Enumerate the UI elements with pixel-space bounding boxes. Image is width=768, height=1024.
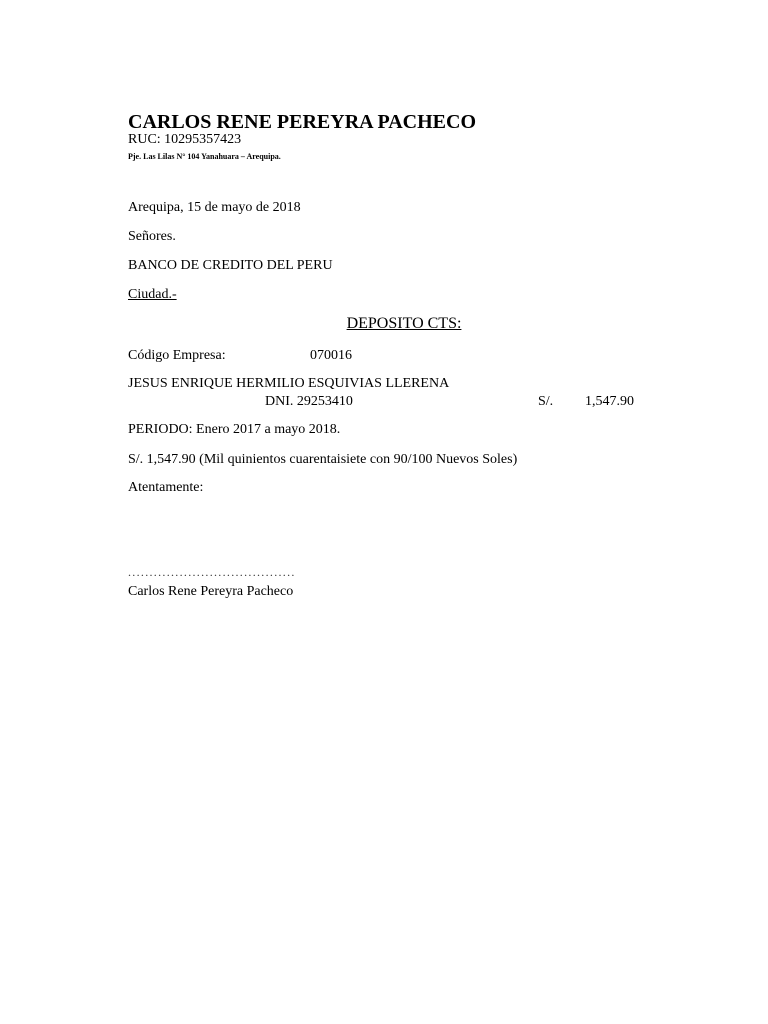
closing: Atentamente:	[128, 480, 204, 495]
amount-in-words: S/. 1,547.90 (Mil quinientos cuarentaisiete con 90/100 Nuevos Soles)	[128, 452, 518, 467]
recipient-city: Ciudad.-	[128, 287, 177, 302]
letterhead-ruc: RUC: 10295357423	[128, 132, 242, 147]
signature-line: .......................................	[128, 565, 296, 579]
period: PERIODO: Enero 2017 a mayo 2018.	[128, 422, 341, 437]
letterhead-name: CARLOS RENE PEREYRA PACHECO	[128, 111, 476, 133]
recipient-bank: BANCO DE CREDITO DEL PERU	[128, 258, 333, 273]
letter-subject: DEPOSITO CTS:	[346, 315, 462, 332]
amount-currency: S/.	[538, 394, 554, 409]
company-code-value: 070016	[310, 348, 352, 363]
employee-dni: DNI. 29253410	[265, 394, 353, 409]
salutation: Señores.	[128, 229, 176, 244]
amount-value: 1,547.90	[585, 394, 634, 409]
signatory-name: Carlos Rene Pereyra Pacheco	[128, 584, 294, 599]
company-code-label: Código Empresa:	[128, 348, 226, 363]
letterhead-address: Pje. Las Lilas N° 104 Yanahuara – Arequipa.	[128, 152, 281, 161]
letter-date: Arequipa, 15 de mayo de 2018	[128, 200, 301, 215]
employee-name: JESUS ENRIQUE HERMILIO ESQUIVIAS LLERENA	[128, 376, 450, 391]
